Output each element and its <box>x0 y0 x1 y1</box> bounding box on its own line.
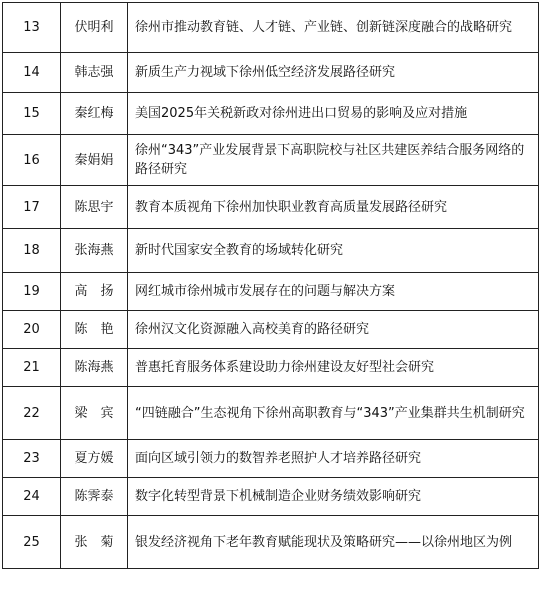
researcher-name: 陈思宇 <box>61 186 128 229</box>
table-row <box>3 135 539 186</box>
researcher-name: 秦红梅 <box>61 93 128 135</box>
row-number: 15 <box>3 93 61 135</box>
researcher-name: 秦娟娟 <box>61 135 128 186</box>
researcher-name: 夏方媛 <box>61 440 128 478</box>
row-number: 21 <box>3 349 61 387</box>
row-number: 25 <box>3 516 61 569</box>
research-topic: 面向区域引领力的数智养老照护人才培养路径研究 <box>128 440 539 478</box>
project-table <box>2 2 539 569</box>
researcher-name: 伏明利 <box>61 3 128 53</box>
research-topic: 网红城市徐州城市发展存在的问题与解决方案 <box>128 273 539 311</box>
row-number: 20 <box>3 311 61 349</box>
research-topic: 新时代国家安全教育的场域转化研究 <box>128 229 539 273</box>
table-row <box>3 387 539 440</box>
row-number: 17 <box>3 186 61 229</box>
researcher-name: 韩志强 <box>61 53 128 93</box>
research-topic: 教育本质视角下徐州加快职业教育高质量发展路径研究 <box>128 186 539 229</box>
research-topic: 数字化转型背景下机械制造企业财务绩效影响研究 <box>128 478 539 516</box>
researcher-name: 高 扬 <box>61 273 128 311</box>
table-row <box>3 516 539 569</box>
researcher-name: 梁 宾 <box>61 387 128 440</box>
table-row <box>3 229 539 273</box>
row-number: 16 <box>3 135 61 186</box>
row-number: 19 <box>3 273 61 311</box>
table-row <box>3 186 539 229</box>
research-topic: 美国2025年关税新政对徐州进出口贸易的影响及应对措施 <box>128 93 539 135</box>
research-topic: 徐州“343”产业发展背景下高职院校与社区共建医养结合服务网络的路径研究 <box>128 135 539 186</box>
row-number: 13 <box>3 3 61 53</box>
research-topic: 新质生产力视域下徐州低空经济发展路径研究 <box>128 53 539 93</box>
table-row <box>3 478 539 516</box>
research-topic: 徐州汉文化资源融入高校美育的路径研究 <box>128 311 539 349</box>
table-row <box>3 440 539 478</box>
table-row <box>3 3 539 53</box>
research-topic: 普惠托育服务体系建设助力徐州建设友好型社会研究 <box>128 349 539 387</box>
table-row <box>3 93 539 135</box>
row-number: 24 <box>3 478 61 516</box>
row-number: 14 <box>3 53 61 93</box>
researcher-name: 张海燕 <box>61 229 128 273</box>
row-number: 18 <box>3 229 61 273</box>
research-topic: 银发经济视角下老年教育赋能现状及策略研究——以徐州地区为例 <box>128 516 539 569</box>
table-row <box>3 273 539 311</box>
researcher-name: 张 菊 <box>61 516 128 569</box>
researcher-name: 陈霁泰 <box>61 478 128 516</box>
table-row <box>3 53 539 93</box>
research-topic: “四链融合”生态视角下徐州高职教育与“343”产业集群共生机制研究 <box>128 387 539 440</box>
table-row <box>3 311 539 349</box>
researcher-name: 陈海燕 <box>61 349 128 387</box>
researcher-name: 陈 艳 <box>61 311 128 349</box>
row-number: 22 <box>3 387 61 440</box>
row-number: 23 <box>3 440 61 478</box>
research-topic: 徐州市推动教育链、人才链、产业链、创新链深度融合的战略研究 <box>128 3 539 53</box>
table-row <box>3 349 539 387</box>
